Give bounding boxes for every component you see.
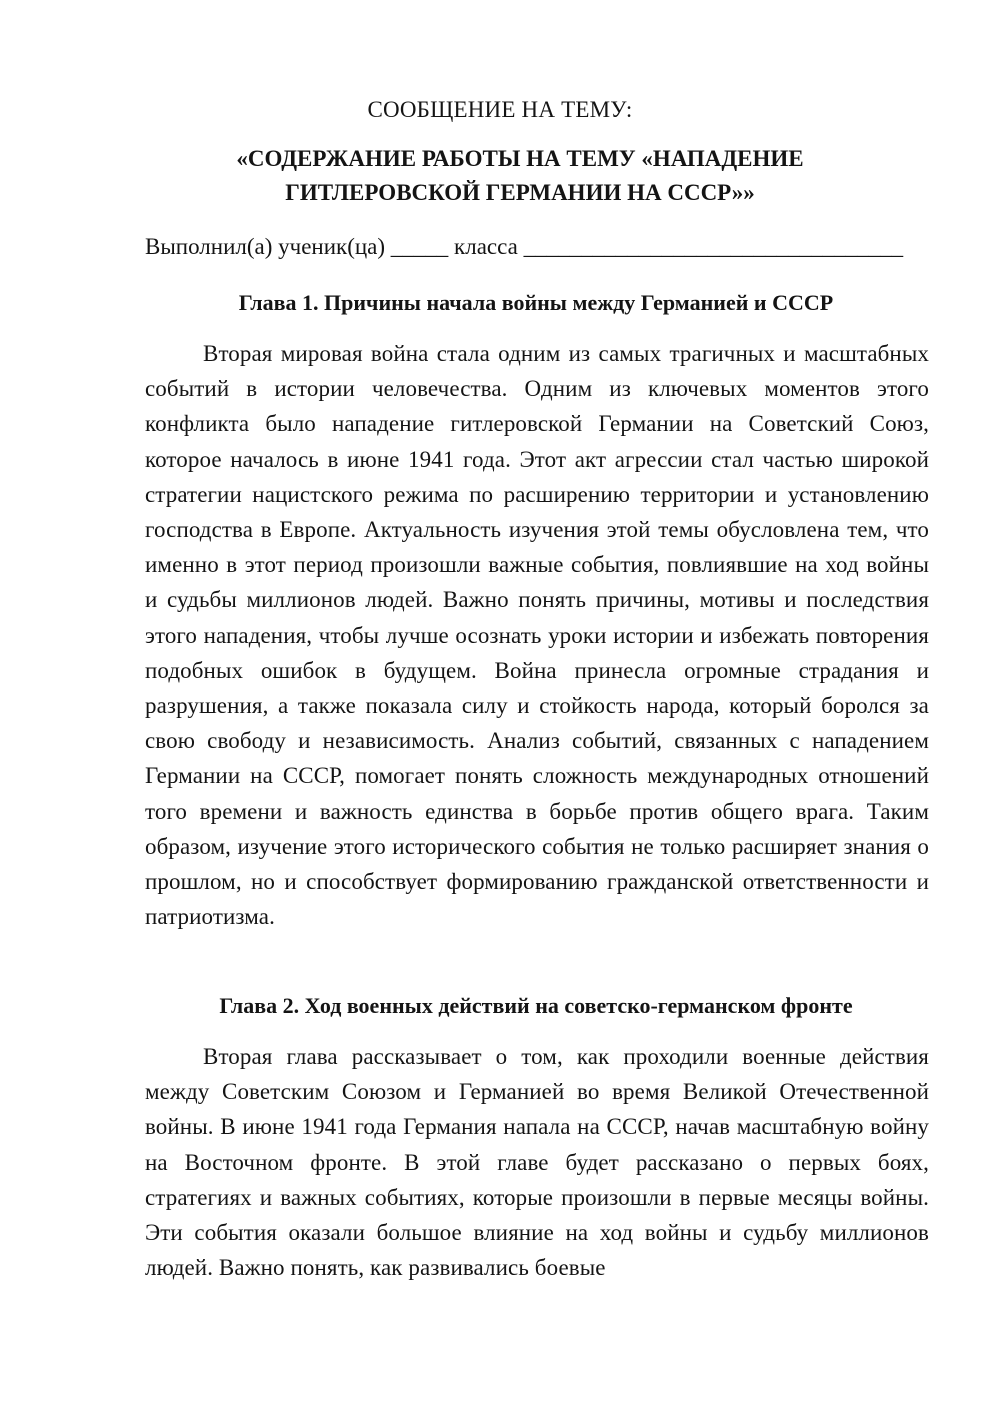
chapter-2-heading: Глава 2. Ход военных действий на советско-германском фронте — [219, 993, 853, 1018]
chapter-1-paragraph: Вторая мировая война стала одним из самых трагичных и масштабных событий в истории человечества. Одним из ключевых моментов этого конфликта было нападение гитлеровской Германии на Советский Союз, которое началось в июне 1941 года. Этот акт агрессии стал частью широкой стратегии нацистского режима по расширению территории и установлению господства в Европе. Актуальность изучения этой темы обусловлена тем, что именно в этот период произошли важные события, повлиявшие на ход войны и судьбы миллионов людей. Важно понять причины, мотивы и последствия этого нападения, чтобы лучше осознать уроки истории и избежать повторения подобных ошибок в будущем. Война принесла огромные страдания и разрушения, а также показала силу и стойкость народа, который боролся за свою свободу и независимость. Анализ событий, связанных с нападением Германии на СССР, помогает понять сложность международных отношений того времени и важность единства в борьбе против общего врага. Таким образом, изучение этого исторического события не только расширяет знания о прошлом, но и способствует формированию гражданской ответственности и патриотизма. — [145, 341, 929, 930]
chapter-2-paragraph: Вторая глава рассказывает о том, как проходили военные действия между Советским Союзом и Германией во время Великой Отечественной войны. В июне 1941 года Германия напала на СССР, начав масштабную войну на Восточном фронте. В этой главе будет рассказано о первых боях, стратегиях и важных событиях, которые произошли в первые месяцы войны. Эти события оказали большое влияние на ход войны и судьбу миллионов людей. Важно понять, как развивались боевые — [145, 1044, 929, 1281]
chapter-1-heading: Глава 1. Причины начала войны между Германией и СССР — [238, 290, 834, 315]
document-title: «СОДЕРЖАНИЕ РАБОТЫ НА ТЕМУ «НАПАДЕНИЕ ГИТЛЕРОВСКОЙ ГЕРМАНИИ НА СССР»» — [236, 146, 804, 205]
header-line: СООБЩЕНИЕ НА ТЕМУ: — [367, 97, 633, 122]
author-line: Выполнил(а) ученик(ца) _____ класса _________________________________ — [145, 234, 904, 259]
